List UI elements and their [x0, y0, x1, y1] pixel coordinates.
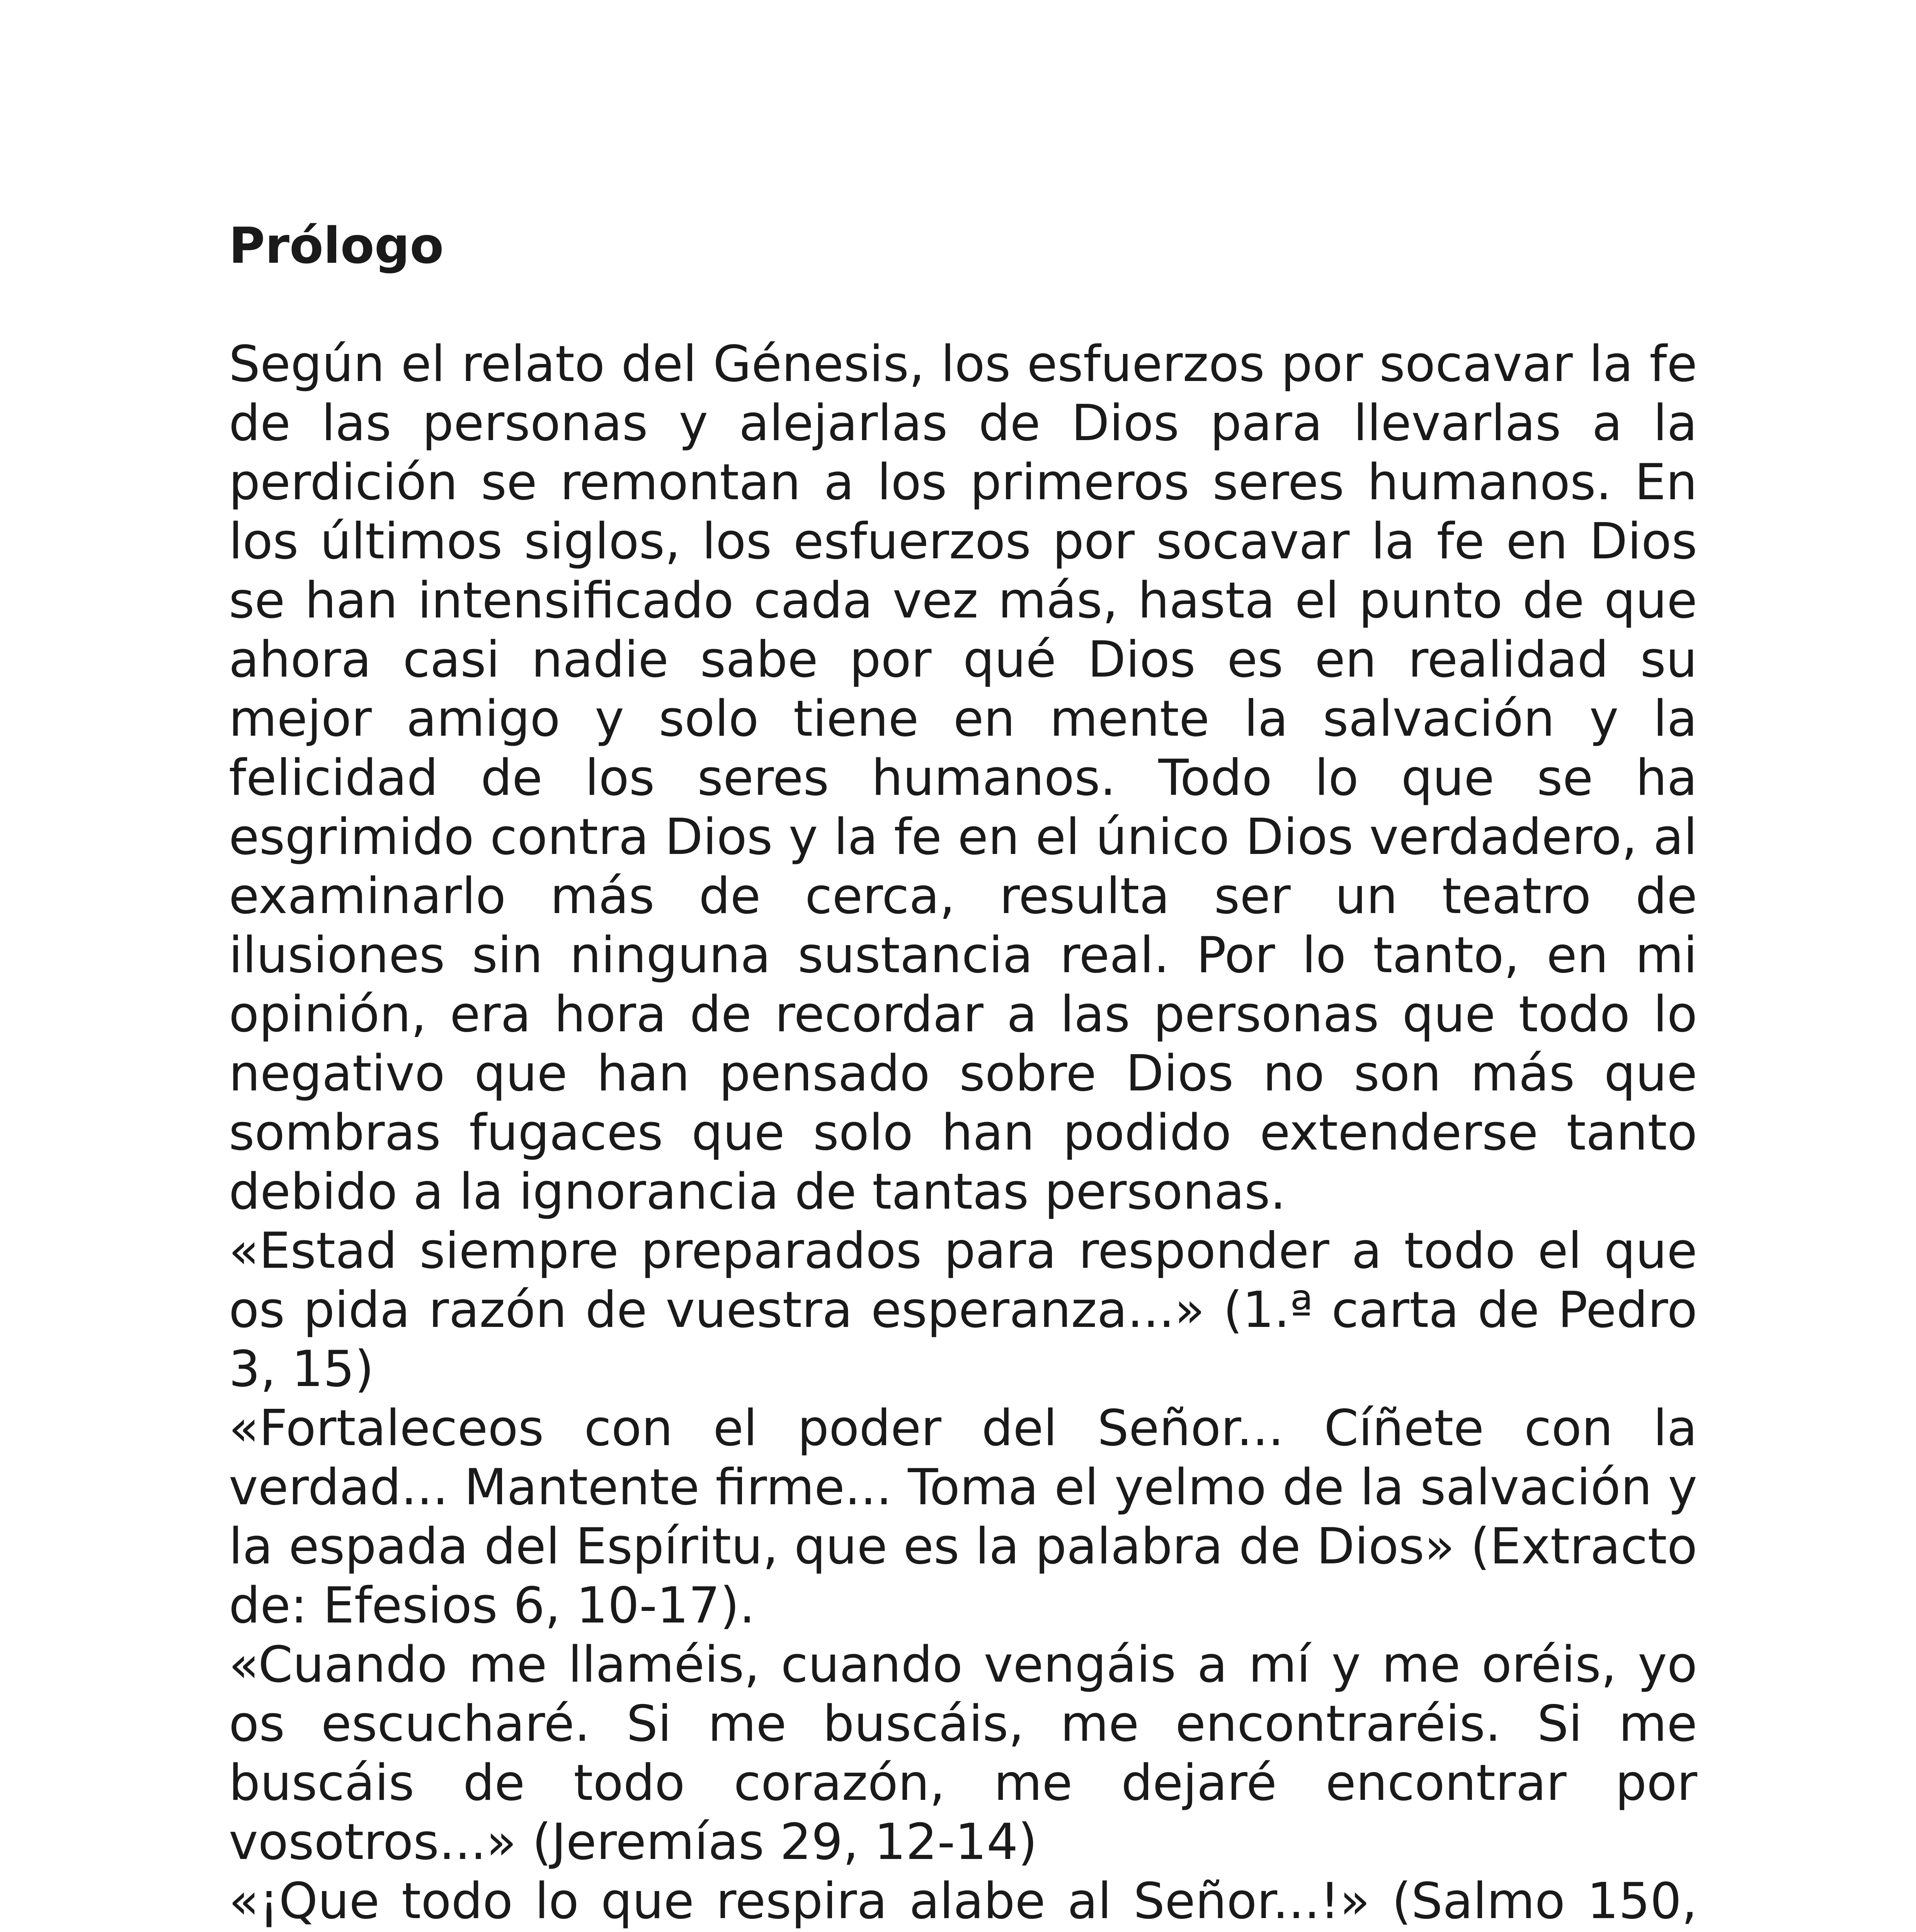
- quote-efesios: «Fortaleceos con el poder del Señor... Cíñete con la verdad... Mantente firme... Toma el yelmo de la salvación y la espada del Espíritu, que es la palabra de Dios» (Extracto de: Efesios 6, 10-17).: [229, 1400, 1697, 1634]
- quote-jeremias: «Cuando me llaméis, cuando vengáis a mí y me oréis, yo os escucharé. Si me buscáis, me encontraréis. Si me buscáis de todo corazón, me dejaré encontrar por vosotros...» (Jeremías 29, 12-14): [229, 1636, 1697, 1871]
- intro-paragraph: Según el relato del Génesis, los esfuerzos por socavar la fe de las personas y alejarlas de Dios para llevarlas a la perdición se remontan a los primeros seres humanos. En los últimos siglos, los esfuerzos por socavar la fe en Dios se han intensificado cada vez más, hasta el punto de que ahora casi nadie sabe por qué Dios es en realidad su mejor amigo y solo tiene en mente la salvación y la felicidad de los seres humanos. Todo lo que se ha esgrimido contra Dios y la fe en el único Dios verdadero, al examinarlo más de cerca, resulta ser un teatro de ilusiones sin ninguna sustancia real. Por lo tanto, en mi opinión, era hora de recordar a las personas que todo lo negativo que han pensado sobre Dios no son más que sombras fugaces que solo han podido extenderse tanto debido a la ignorancia de tantas personas.: [229, 335, 1697, 1221]
- spacer: [229, 276, 1697, 335]
- quote-pedro: «Estad siempre preparados para responder a todo el que os pida razón de vuestra esperanza...» (1.ª carta de Pedro 3, 15): [229, 1222, 1697, 1398]
- page-title: Prólogo: [229, 217, 444, 275]
- quote-salmo: «¡Que todo lo que respira alabe al Señor...!» (Salmo 150,: [229, 1872, 1697, 1930]
- document-page: [229, 216, 1697, 1932]
